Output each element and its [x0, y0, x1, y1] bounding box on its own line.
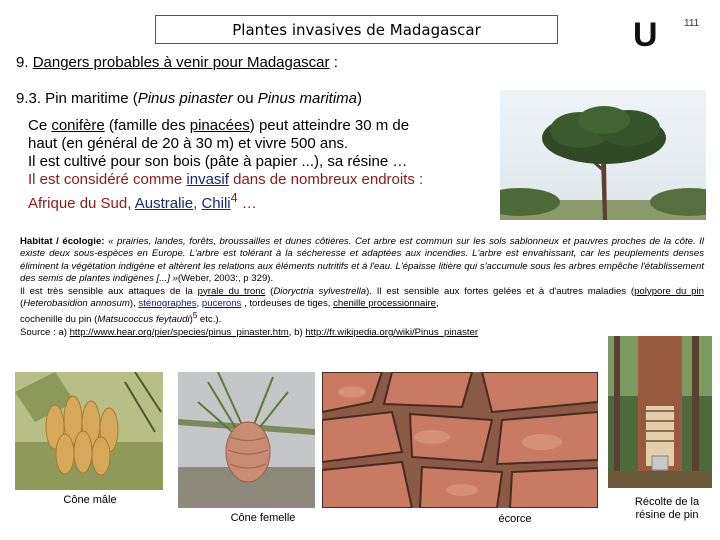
- caption-recolte: Récolte de la résine de pin: [634, 496, 700, 521]
- intro-line-1: Ce conifère (famille des pinacées) peut atteindre 30 m de: [28, 117, 410, 134]
- link-conifere[interactable]: conifère: [51, 117, 105, 134]
- resin-harvest-photo: [608, 336, 712, 488]
- caption-ecorce: écorce: [498, 513, 532, 525]
- section-heading: 9. Dangers probables à venir pour Madagascar :: [16, 54, 338, 71]
- caption-cone-male: Cône mâle: [63, 494, 117, 506]
- link-invasif[interactable]: invasif: [186, 171, 229, 188]
- female-cone-photo: [178, 372, 315, 508]
- link-chenille[interactable]: chenille processionnaire: [333, 298, 437, 310]
- link-chili[interactable]: Chili: [201, 195, 231, 212]
- page-number: 111: [684, 18, 700, 29]
- slide-title-text: Plantes invasives de Madagascar: [232, 20, 481, 39]
- habitat-label: Habitat / écologie:: [20, 236, 105, 247]
- pine-tree-photo: [500, 90, 706, 220]
- slide-title: [155, 15, 558, 44]
- link-pinacees[interactable]: pinacées: [189, 117, 250, 134]
- intro-line-5: Afrique du Sud, Australie, Chili$^4$ …: [28, 191, 257, 212]
- intro-paragraph: [28, 117, 498, 213]
- link-stenographes[interactable]: sténographes: [138, 298, 197, 310]
- bark-photo: [322, 372, 598, 508]
- habitat-citation: (Weber, 2003:, p 329).: [177, 273, 274, 285]
- link-pucerons[interactable]: pucerons: [201, 298, 242, 310]
- habitat-paragraph: Habitat / écologie: « prairies, landes, forêts, broussailles et dunes côtières. Cet arbre est commun sur les sols sablonneux et pauvres proches de la côte. Il existe deux sous-espèces en Europe. L'arbre est tolérant à la sécheresse et adaptées aux incendies. L'arbre est envahissant, car les peuplements denses éliminent la végétation indigène et altèrent les relations aux éléments nutritifs et à l'eau. L'épaisse litière qui s'accumule sous les arbres empêche l'établissement des semis de plantes indigènes [...] »(Weber, 2003:, p 329). Il est très sensible aux attaques de la pyrale du tronc (Dioryctria sylvestrella). Il est sensible aux fortes gelées et à d'autres maladies (polypore du pin (Heterobasidion annosum), sténographes, pucerons , tordeuses de tiges, chenille processionnaire, cochenille du pin (Matsucoccus feytaudi)$^5$ etc.). Source : a) http://www.hear.org/pier/species/pinus_pinaster.htm, b) http://fr.wikipedia.org/wiki/Pinus_pinaster: [20, 236, 705, 339]
- intro-line-4: Il est considéré comme invasif dans de nombreux endroits :: [28, 171, 424, 188]
- source-link-wikipedia[interactable]: http://fr.wikipedia.org/wiki/Pinus_pinaster: [305, 327, 479, 339]
- male-cone-photo: [15, 372, 163, 490]
- section-heading-underlined: Dangers probables à venir pour Madagascar: [32, 54, 330, 71]
- link-pyrale[interactable]: pyrale du tronc: [197, 285, 266, 297]
- link-polypore[interactable]: polypore du pin: [634, 285, 704, 297]
- habitat-quote: « prairies, landes, forêts, broussailles et dunes côtières. Cet arbre est commun sur les sols sablonneux et pauvres proches de la côte. Il existe deux sous-espèces en Europe. L'arbre est tolérant à la sécheresse et adaptées aux incendies. L'arbre est envahissant, car les peuplements denses éliminent la végétation indigène et altèrent les relations aux éléments nutritifs et à l'eau. L'épaisse litière qui s'accumule sous les arbres empêche l'établissement des semis de plantes indigènes [...] »: [20, 236, 705, 285]
- u-logo-icon: U: [633, 16, 658, 54]
- intro-line-2: haut (en général de 20 à 30 m) et vivre 500 ans.: [28, 135, 349, 152]
- intro-line-3: Il est cultivé pour son bois (pâte à papier ...), sa résine …: [28, 153, 408, 170]
- subsection-heading: 9.3. Pin maritime (Pinus pinaster ou Pinus maritima): [16, 90, 362, 107]
- caption-cone-femelle: Cône femelle: [230, 512, 296, 524]
- source-link-hear[interactable]: http://www.hear.org/pier/species/pinus_pinaster.htm: [69, 327, 289, 339]
- link-australie[interactable]: Australie: [134, 195, 194, 212]
